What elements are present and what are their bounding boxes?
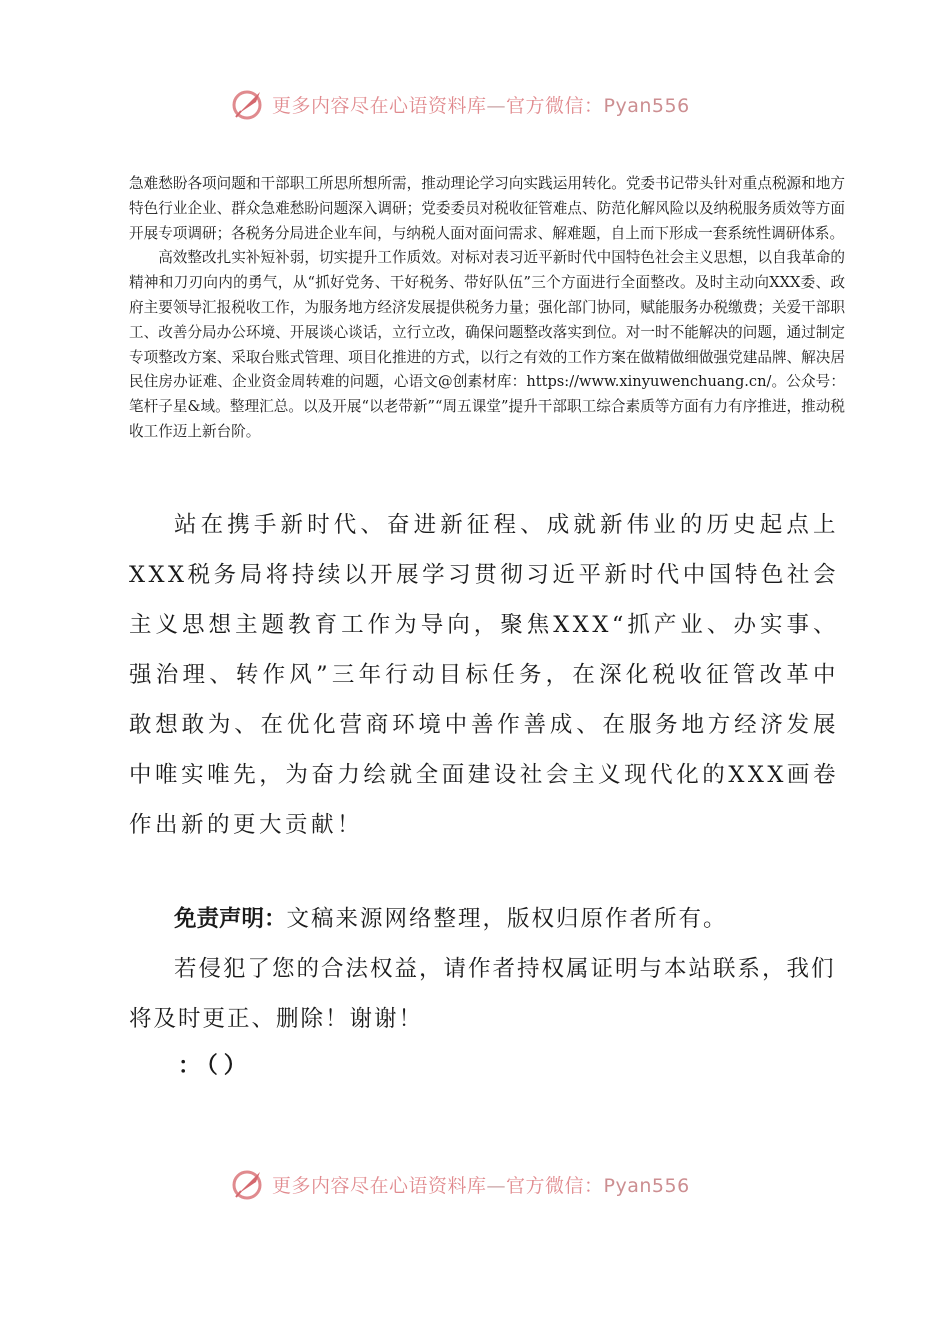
watermark-main: 更多内容尽在心语资料库 (272, 1174, 487, 1197)
body-conclusion (129, 500, 839, 850)
body-small-text (129, 172, 845, 445)
quill-logo-icon (230, 1166, 266, 1202)
disclaimer-label: 免责声明： (174, 906, 287, 932)
watermark-dash: — (486, 94, 507, 117)
watermark-text (272, 91, 690, 118)
disclaimer-line-1 (129, 894, 839, 944)
watermark-dash: — (486, 1174, 507, 1197)
footer-watermark (230, 1166, 690, 1202)
disclaimer-line-2: 若侵犯了您的合法权益，请作者持权属证明与本站联系，我们将及时更正、删除！谢谢！ (129, 956, 836, 1032)
watermark-text (272, 1171, 690, 1198)
disclaimer-text-1: 文稿来源网络整理，版权归原作者所有。 (286, 906, 728, 932)
paragraph-rectification: 高效整改扎实补短补弱，切实提升工作质效。对标对表习近平新时代中国特色社会主义思想，以自我革命的精神和刀刃向内的勇气，从“抓好党务、干好税务、带好队伍”三个方面进行全面整改。及时主动向XXX委、政府主要领导汇报税收工作，为服务地方经济发展提供税务力量；强化部门协同，赋能服务办税缴费；关爱干部职工、改善分局办公环境、开展谈心谈话，立行立改，确保问题整改落实到位。对一时不能解决的问题，通过制定专项整改方案、采取台账式管理、项目化推进的方式，以行之有效的工作方案在做精做细做强党建品牌、解决居民住房办证难、企业资金周转难的问题，心语文@创素材库：https://www.xinyuwenchuang.cn/。公众号：笔杆子星&域。整理汇总。以及开展“以老带新”“周五课堂”提升干部职工综合素质等方面有力有序推进，推动税收工作迈上新台阶。 (129, 249, 845, 440)
paragraph-conclusion: 站在携手新时代、奋进新征程、成就新伟业的历史起点上XXX税务局将持续以开展学习贯彻习近平新时代中国特色社会主义思想主题教育工作为导向，聚焦XXX“抓产业、办实事、强治理、转作风”三年行动目标任务，在深化税收征管改革中敢想敢为、在优化营商环境中善作善成、在服务地方经济发展中唯实唯先，为奋力绘就全面建设社会主义现代化的XXX画卷作出新的更大贡献！ (129, 512, 839, 838)
disclaimer-block (129, 894, 839, 1044)
quill-logo-icon (230, 86, 266, 122)
header-watermark (230, 86, 690, 122)
watermark-mid: 官方微信： (506, 1174, 604, 1197)
watermark-main: 更多内容尽在心语资料库 (272, 94, 487, 117)
watermark-mid: 官方微信： (506, 94, 604, 117)
watermark-handle: Pyan556 (603, 94, 690, 117)
watermark-handle: Pyan556 (603, 1174, 690, 1197)
paragraph-research: 急难愁盼各项问题和干部职工所思所想所需，推动理论学习向实践运用转化。党委书记带头针对重点税源和地方特色行业企业、群众急难愁盼问题深入调研；党委委员对税收征管难点、防范化解风险以及纳税服务质效等方面开展专项调研；各税务分局进企业车间，与纳税人面对面问需求、解难题，自上而下形成一套系统性调研体系。 (129, 175, 845, 242)
disclaimer-line-3: ：（） (178, 1053, 253, 1079)
